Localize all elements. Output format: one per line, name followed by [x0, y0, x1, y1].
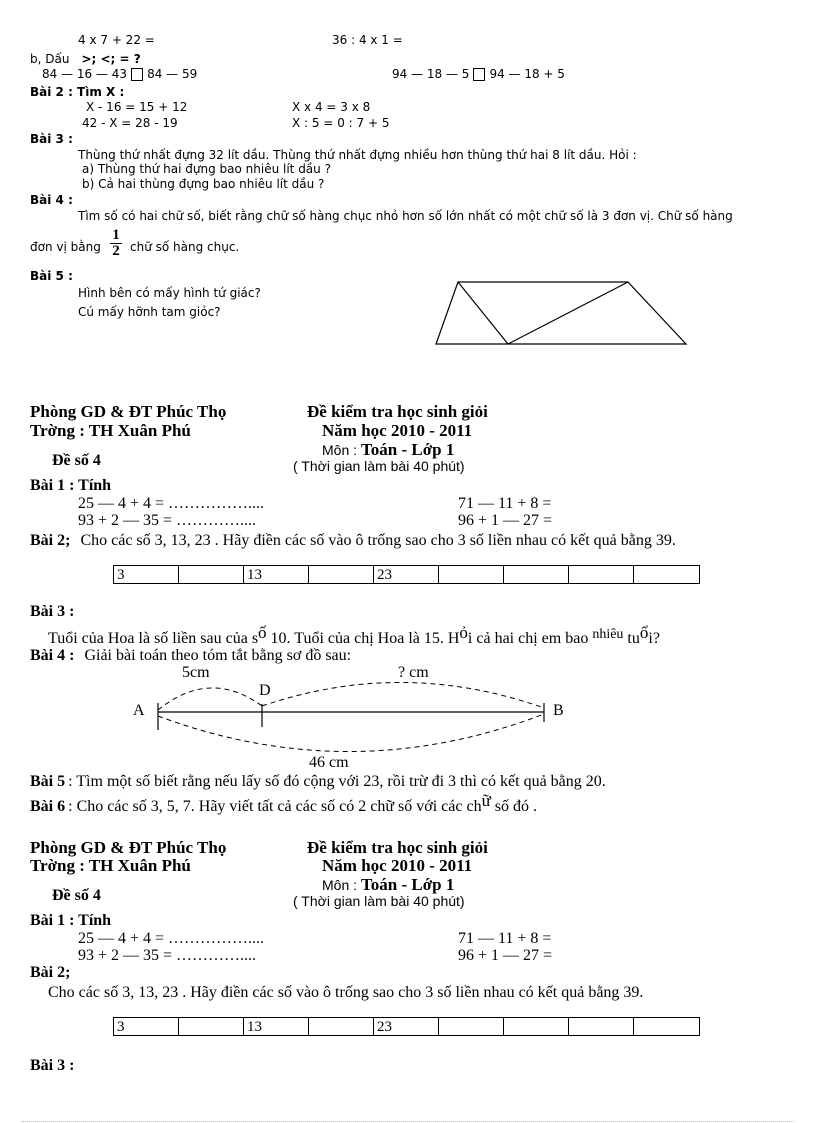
bai3-problem: Thùng thứ nhất đựng 32 lít dầu. Thùng thứ nhất đựng nhiều hơn thùng thứ hai 8 lít dầu. Hỏi :	[78, 148, 637, 162]
brace-unknown	[262, 682, 544, 708]
exam2-subject	[322, 876, 454, 894]
exam1-bai4-text: Giải bài toán theo tóm tắt bằng sơ đồ sau:	[84, 647, 352, 664]
comparison-1-right: 84 — 59	[147, 67, 198, 81]
comparison-2-left: 94 — 18 — 5	[392, 67, 470, 81]
bai3-raised-char: ỏ	[459, 623, 468, 642]
exam1-subject-name: Toán - Lớp 1	[361, 440, 455, 459]
bai5-question-1: Hình bên có mấy hình tứ giác?	[78, 286, 261, 300]
exam1-calc-1: 25 — 4 + 4 = ……………....	[78, 495, 265, 512]
bai2-equation-1: X - 16 = 15 + 12	[86, 100, 188, 114]
fraction-denominator: 2	[112, 243, 120, 259]
exam2-calc-3: 71 — 11 + 8 =	[458, 930, 552, 947]
bai5-title: Bài 5 :	[30, 269, 73, 283]
label-46cm: 46 cm	[309, 754, 349, 771]
exam1-title: Đề kiểm tra học sinh giỏi	[307, 402, 488, 421]
bai2-title: Bài 2 : Tìm X :	[30, 85, 125, 99]
exam1-school: Trờng : TH Xuân Phú	[30, 421, 191, 440]
number-cell[interactable]	[569, 1018, 634, 1035]
exam1-subject-label: Môn :	[322, 442, 358, 458]
label-point-a: A	[133, 702, 145, 719]
exam2-title: Đề kiểm tra học sinh giỏi	[307, 838, 488, 857]
exam1-bai2-text: Cho các số 3, 13, 23 . Hãy điền các số vào ô trống sao cho 3 số liền nhau có kết quả bằng 39.	[80, 532, 676, 549]
bai3-raised-char: ố	[258, 623, 267, 642]
number-cell[interactable]: 3	[114, 566, 179, 583]
exam2-department: Phòng GD & ĐT Phúc Thọ	[30, 838, 227, 857]
bai3-text-part4: tu	[623, 630, 640, 647]
expression-1: 4 x 7 + 22 =	[78, 33, 155, 47]
bai3-text-part3: i cả hai chị em bao	[467, 630, 593, 647]
part-b-label: b, Dấu	[30, 52, 70, 66]
label-5cm: 5cm	[182, 664, 210, 681]
exam1-bai6-text1: : Cho các số 3, 5, 7. Hãy viết tất cả các số có 2 chữ số với các ch	[68, 798, 482, 815]
exam1-calc-4: 96 + 1 — 27 =	[458, 512, 553, 529]
bai2-equation-4: X : 5 = 0 : 7 + 5	[292, 116, 390, 130]
number-cell[interactable]	[309, 1018, 374, 1035]
exam1-exam-number: Đề số 4	[52, 452, 101, 469]
fraction-numerator: 1	[110, 228, 122, 244]
exam2-subject-name: Toán - Lớp 1	[361, 875, 455, 894]
bai3-title: Bài 3 :	[30, 132, 73, 146]
number-cell[interactable]	[504, 1018, 569, 1035]
comparison-2-right: 94 — 18 + 5	[489, 67, 565, 81]
bai3-raised-word: nhiêu	[592, 627, 624, 642]
number-cell[interactable]	[634, 1018, 699, 1035]
label-unknown-cm: ? cm	[398, 664, 429, 681]
bai3-question-a: a) Thùng thứ hai đựng bao nhiêu lít dầu ?	[82, 162, 331, 176]
exam1-bai5-title: Bài 5	[30, 773, 66, 790]
bai4-problem-line1: Tìm số có hai chữ số, biết rằng chữ số hàng chục nhỏ hơn số lớn nhất có một chữ số là 3 đơn vị. Chữ số hàng	[78, 209, 733, 223]
page-bottom-divider	[22, 1121, 794, 1122]
exam1-bai2-title: Bài 2;	[30, 532, 71, 549]
exam2-time: ( Thời gian làm bài 40 phút)	[293, 893, 465, 909]
exam1-bai6-title: Bài 6	[30, 798, 66, 815]
bai3-raised-char: ổ	[639, 623, 649, 642]
bai5-question-2: Cú mấy hỡnh tam giỏc?	[78, 305, 221, 319]
exam2-school: Trờng : TH Xuân Phú	[30, 856, 191, 875]
exam1-bai3-title: Bài 3 :	[30, 603, 75, 620]
exam1-department: Phòng GD & ĐT Phúc Thọ	[30, 402, 227, 421]
bai3-question-b: b) Cả hai thùng đựng bao nhiêu lít dầu ?	[82, 177, 325, 191]
bai2-equation-3: X x 4 = 3 x 8	[292, 100, 371, 114]
exam2-calc-4: 96 + 1 — 27 =	[458, 947, 553, 964]
exam1-bai1-title: Bài 1 : Tính	[30, 477, 112, 494]
exam2-bai2-title: Bài 2;	[30, 964, 71, 981]
bai3-text-part5: i?	[648, 630, 660, 647]
exam1-bai5-text: : Tìm một số biết rằng nếu lấy số đó cộng với 23, rồi trừ đi 3 thì có kết quả bằng 20.	[68, 773, 606, 790]
exam2-calc-1: 25 — 4 + 4 = ……………....	[78, 930, 265, 947]
bai4-problem-line2a: đơn vị bằng	[30, 240, 101, 254]
exam1-bai4-title: Bài 4 :	[30, 647, 75, 664]
exam1-time: ( Thời gian làm bài 40 phút)	[293, 458, 465, 474]
number-cell[interactable]: 13	[244, 1018, 309, 1035]
label-point-d: D	[259, 682, 271, 699]
exam1-year: Năm học 2010 - 2011	[322, 421, 473, 440]
exam2-year: Năm học 2010 - 2011	[322, 856, 473, 875]
exam2-exam-number: Đề số 4	[52, 887, 101, 904]
exam2-calc-2: 93 + 2 — 35 = …………....	[78, 947, 257, 964]
bai4-problem-line2b: chữ số hàng chục.	[130, 240, 240, 254]
exam2-bai2-text: Cho các số 3, 13, 23 . Hãy điền các số vào ô trống sao cho 3 số liền nhau có kết quả bằng 39.	[48, 984, 644, 1001]
brace-46cm	[158, 714, 544, 752]
bai2-equation-2: 42 - X = 28 - 19	[82, 116, 178, 130]
bai6-raised-char: ữ	[481, 791, 491, 810]
expression-2: 36 : 4 x 1 =	[332, 33, 403, 47]
number-cell[interactable]	[179, 1018, 244, 1035]
exam1-bai6-text2: số đó .	[490, 798, 538, 815]
number-cell[interactable]: 3	[114, 1018, 179, 1035]
exam1-bai6	[30, 791, 538, 815]
bai3-text-part1: Tuổi của Hoa là số liền sau của s	[48, 630, 259, 647]
exam1-calc-3: 71 — 11 + 8 =	[458, 495, 552, 512]
label-point-b: B	[553, 702, 564, 719]
brace-5cm	[158, 688, 262, 710]
exam2-number-cells	[113, 1017, 700, 1036]
number-cell[interactable]	[439, 1018, 504, 1035]
exam1-bai5	[30, 774, 606, 790]
number-cell[interactable]: 13	[244, 566, 309, 583]
exam2-bai3-title: Bài 3 :	[30, 1057, 75, 1074]
bai4-title: Bài 4 :	[30, 193, 73, 207]
exam2-subject-label: Môn :	[322, 877, 358, 893]
exam2-bai1-title: Bài 1 : Tính	[30, 912, 112, 929]
bai3-text-part2: 10. Tuổi của chị Hoa là 15. H	[266, 630, 460, 647]
exam1-calc-2: 93 + 2 — 35 = …………....	[78, 512, 257, 529]
part-b-signs: >; <; = ?	[81, 52, 141, 66]
number-cell[interactable]: 23	[374, 566, 439, 583]
number-cell[interactable]: 23	[374, 1018, 439, 1035]
comparison-1-left: 84 — 16 — 43	[42, 67, 128, 81]
